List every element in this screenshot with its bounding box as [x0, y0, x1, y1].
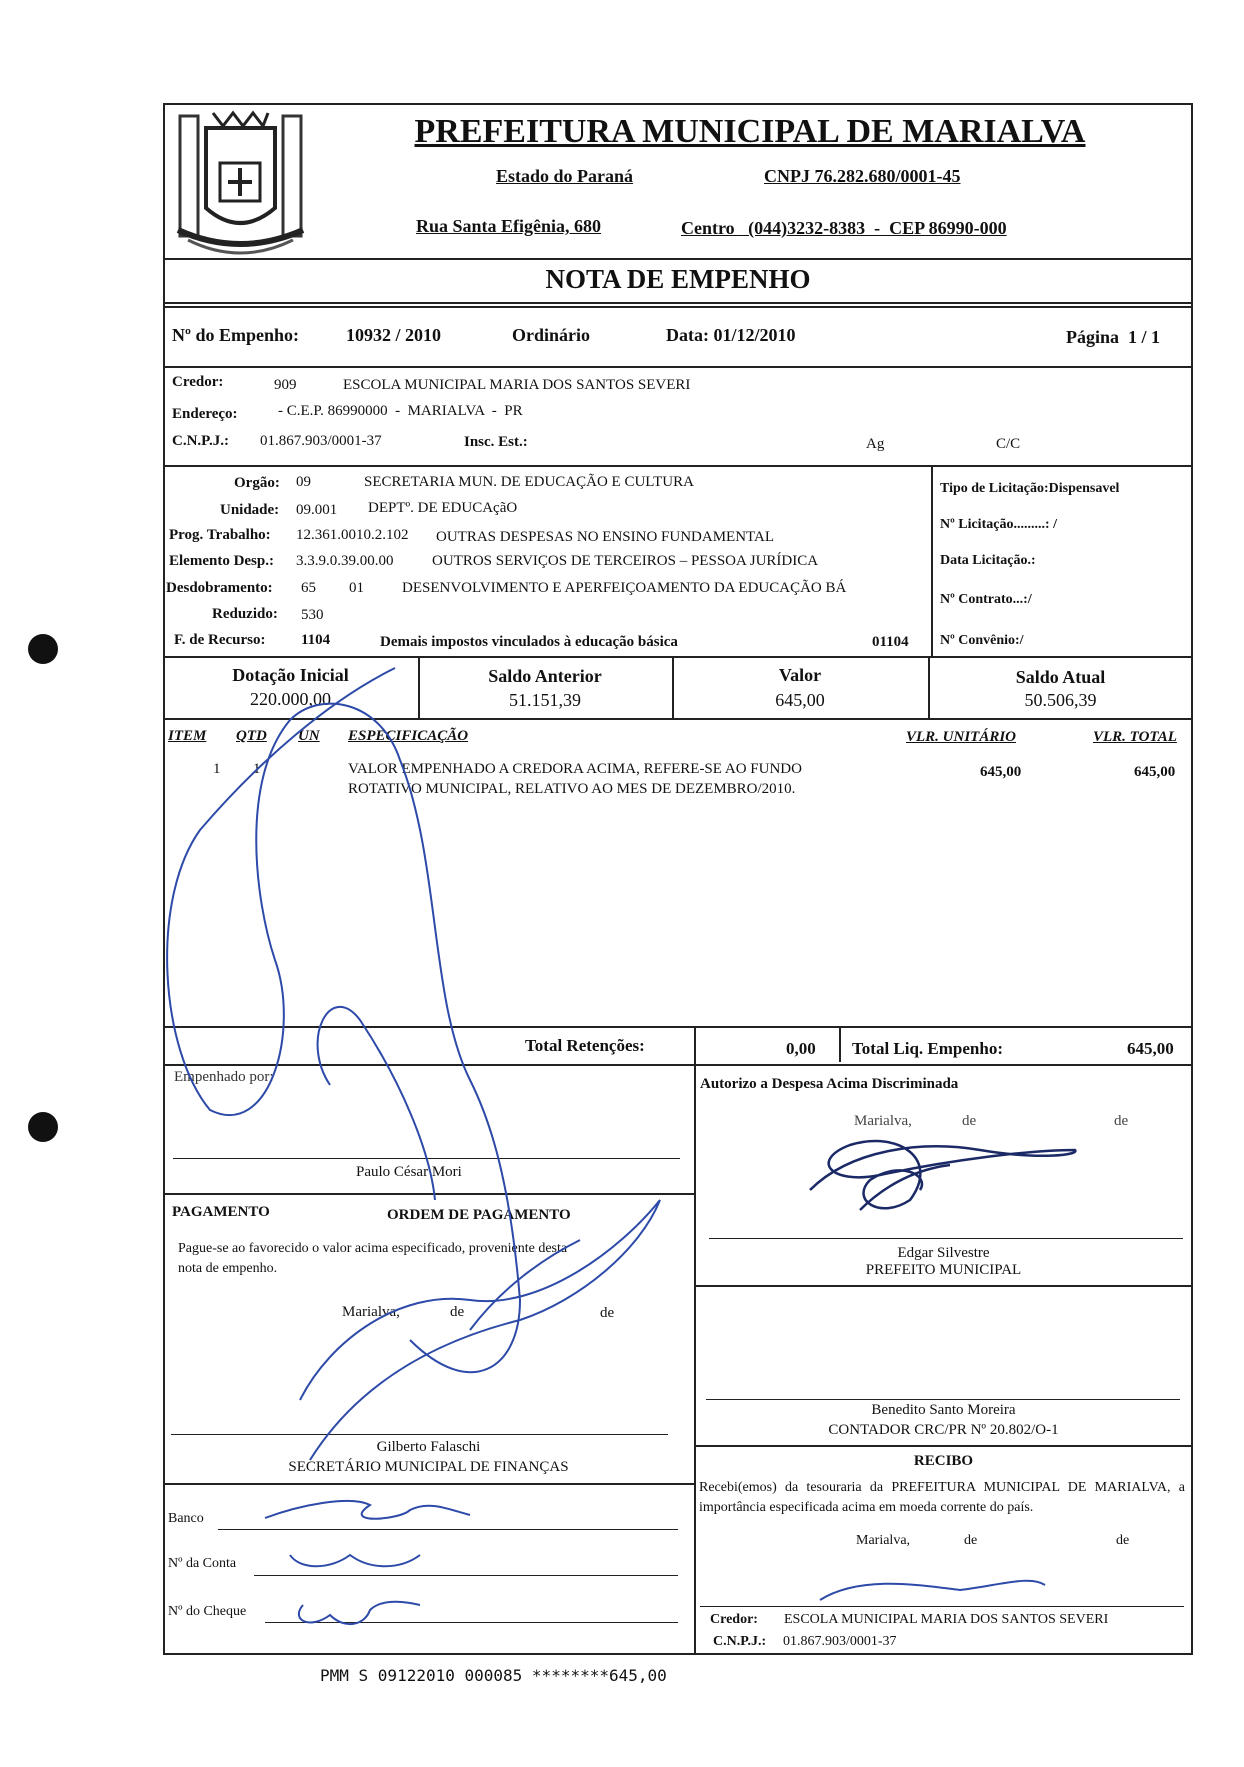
row-qtd: 1	[253, 761, 261, 777]
elemento-label: Elemento Desp.:	[169, 553, 274, 569]
dotacao-label: Dotação Inicial	[232, 665, 349, 685]
fonte-code: 1104	[301, 632, 331, 648]
contador-role: CONTADOR CRC/PR Nº 20.802/O-1	[828, 1422, 1059, 1438]
pagamento-label: PAGAMENTO	[172, 1204, 270, 1220]
recibo-cnpj: 01.867.903/0001-37	[783, 1634, 897, 1649]
ag-label: Ag	[866, 436, 885, 452]
elemento-desc: OUTROS SERVIÇOS DE TERCEIROS – PESSOA JURÍDICA	[432, 553, 819, 569]
col-vlr-total: VLR. TOTAL	[1093, 729, 1177, 745]
recibo-credor-name: ESCOLA MUNICIPAL MARIA DOS SANTOS SEVERI	[784, 1612, 1109, 1627]
empenho-date: Data: 01/12/2010	[666, 325, 796, 345]
desdobramento-desc: DESENVOLVIMENTO E APERFEIÇOAMENTO DA EDUCAÇÃO BÁ	[402, 580, 847, 596]
valor-label: Valor	[778, 665, 822, 685]
row-desc-line-1: VALOR EMPENHADO A CREDORA ACIMA, REFERE-SE AO FUNDO	[348, 761, 802, 777]
data-licitacao: Data Licitação.:	[940, 553, 1036, 568]
secretario-name: Gilberto Falaschi	[376, 1439, 481, 1455]
fonte-desc: Demais impostos vinculados à educação básica	[380, 634, 678, 650]
row-item: 1	[213, 761, 221, 777]
state-label: Estado do Paraná	[496, 166, 634, 186]
cnpj-label: CNPJ 76.282.680/0001-45	[764, 166, 961, 186]
pagamento-city: Marialva,	[342, 1304, 400, 1320]
recibo-de-2: de	[1116, 1533, 1130, 1548]
autorizo-de-2: de	[1114, 1113, 1129, 1129]
reduzido-code: 530	[301, 607, 324, 623]
recibo-credor-label: Credor:	[710, 1612, 758, 1627]
cheque-label: Nº do Cheque	[168, 1604, 247, 1619]
pagamento-de-1: de	[450, 1304, 465, 1320]
unidade-label: Unidade:	[220, 502, 280, 518]
saldo-atual-value: 50.506,39	[1024, 690, 1097, 710]
street-address: Rua Santa Efigênia, 680	[416, 216, 602, 236]
banco-label: Banco	[168, 1511, 204, 1526]
conta-label: Nº da Conta	[168, 1556, 237, 1571]
valor-value: 645,00	[775, 690, 825, 710]
orgao-label: Orgão:	[234, 475, 280, 491]
saldo-anterior-label: Saldo Anterior	[488, 666, 602, 686]
total-retencoes-value: 0,00	[786, 1039, 816, 1058]
autorizo-label: Autorizo a Despesa Acima Discriminada	[700, 1076, 959, 1092]
credor-cnpj: 01.867.903/0001-37	[260, 433, 382, 449]
reduzido-label: Reduzido:	[212, 606, 278, 622]
bank-stamp: PMM S 09122010 000085 ********645,00	[320, 1666, 667, 1685]
pagamento-de-2: de	[600, 1305, 615, 1321]
cnpj-credor-label: C.N.P.J.:	[172, 433, 229, 449]
page-title: PREFEITURA MUNICIPAL DE MARIALVA	[414, 113, 1086, 150]
unidade-desc: DEPTº. DE EDUCAçãO	[368, 500, 518, 516]
insc-est-label: Insc. Est.:	[464, 434, 528, 450]
autorizo-de-1: de	[962, 1113, 977, 1129]
row-vlr-total: 645,00	[1134, 764, 1176, 780]
autorizo-city: Marialva,	[854, 1113, 912, 1129]
col-qtd: QTD	[236, 728, 267, 744]
address-contact: Centro (044)3232-8383 - CEP 86990-000	[681, 218, 1007, 238]
fonte-label: F. de Recurso:	[174, 632, 266, 648]
recibo-title: RECIBO	[913, 1453, 974, 1469]
total-liq-value: 645,00	[1127, 1039, 1174, 1058]
page-number: Página 1 / 1	[1066, 327, 1161, 347]
recibo-city: Marialva,	[856, 1533, 911, 1548]
row-desc-line-2: ROTATIVO MUNICIPAL, RELATIVO AO MES DE DEZEMBRO/2010.	[348, 781, 796, 797]
punch-hole	[28, 1112, 58, 1142]
contador-name: Benedito Santo Moreira	[871, 1402, 1016, 1418]
row-vlr-unitario: 645,00	[980, 764, 1022, 780]
empenho-type: Ordinário	[512, 325, 591, 345]
col-especificacao: ESPECIFICAÇÃO	[348, 728, 469, 744]
desdobramento-label: Desdobramento:	[166, 580, 273, 596]
empenho-number-label: Nº do Empenho:	[172, 325, 299, 345]
secretario-role: SECRETÁRIO MUNICIPAL DE FINANÇAS	[288, 1459, 569, 1475]
coat-of-arms-icon	[168, 108, 313, 256]
col-item: ITEM	[168, 728, 207, 744]
credor-label: Credor:	[172, 374, 224, 390]
total-liq-label: Total Liq. Empenho:	[852, 1039, 1003, 1058]
orgao-code: 09	[296, 474, 311, 490]
prog-desc: OUTRAS DESPESAS NO ENSINO FUNDAMENTAL	[436, 529, 774, 545]
col-un: UN	[298, 728, 320, 744]
prefeito-role: PREFEITO MUNICIPAL	[865, 1262, 1022, 1278]
fonte-code-2: 01104	[872, 634, 909, 650]
desdobramento-sub: 01	[349, 580, 364, 596]
empenho-number: 10932 / 2010	[346, 325, 442, 345]
empenhado-label: Empenhado por:	[174, 1069, 274, 1085]
address-label: Endereço:	[172, 406, 238, 422]
elemento-code: 3.3.9.0.39.00.00	[296, 553, 394, 569]
punch-hole	[28, 634, 58, 664]
cc-label: C/C	[996, 436, 1021, 452]
orgao-desc: SECRETARIA MUN. DE EDUCAÇÃO E CULTURA	[364, 474, 694, 490]
document-title: NOTA DE EMPENHO	[545, 264, 811, 294]
tipo-licitacao: Tipo de Licitação:Dispensavel	[940, 481, 1120, 496]
numero-convenio: Nº Convênio:/	[940, 633, 1024, 648]
numero-contrato: Nº Contrato...:/	[940, 592, 1032, 607]
col-vlr-unitario: VLR. UNITÁRIO	[906, 729, 1017, 745]
desdobramento-code: 65	[301, 580, 316, 596]
prog-code: 12.361.0010.2.102	[296, 527, 409, 543]
saldo-atual-label: Saldo Atual	[1015, 667, 1106, 687]
total-retencoes-label: Total Retenções:	[525, 1036, 645, 1055]
saldo-anterior-value: 51.151,39	[509, 690, 581, 710]
dotacao-value: 220.000,00	[250, 689, 331, 709]
credor-name: ESCOLA MUNICIPAL MARIA DOS SANTOS SEVERI	[343, 377, 691, 393]
recibo-text: Recebi(emos) da tesouraria da PREFEITURA MUNICIPAL DE MARIALVA, a importância especificada acima em moeda corrente do país.	[699, 1480, 1185, 1515]
credor-address: - C.E.P. 86990000 - MARIALVA - PR	[278, 403, 523, 419]
ordem-pagamento-label: ORDEM DE PAGAMENTO	[387, 1207, 571, 1223]
prefeito-name: Edgar Silvestre	[897, 1245, 990, 1261]
empenhado-name: Paulo César Mori	[356, 1164, 462, 1180]
prog-label: Prog. Trabalho:	[169, 527, 271, 543]
recibo-de-1: de	[964, 1533, 978, 1548]
pagamento-text-2: nota de empenho.	[178, 1261, 278, 1276]
pagamento-text-1: Pague-se ao favorecido o valor acima especificado, proveniente desta	[178, 1241, 568, 1256]
numero-licitacao: Nº Licitação.........: /	[940, 517, 1057, 532]
recibo-cnpj-label: C.N.P.J.:	[713, 1634, 767, 1649]
unidade-code: 09.001	[296, 502, 338, 518]
credor-code: 909	[274, 377, 297, 393]
